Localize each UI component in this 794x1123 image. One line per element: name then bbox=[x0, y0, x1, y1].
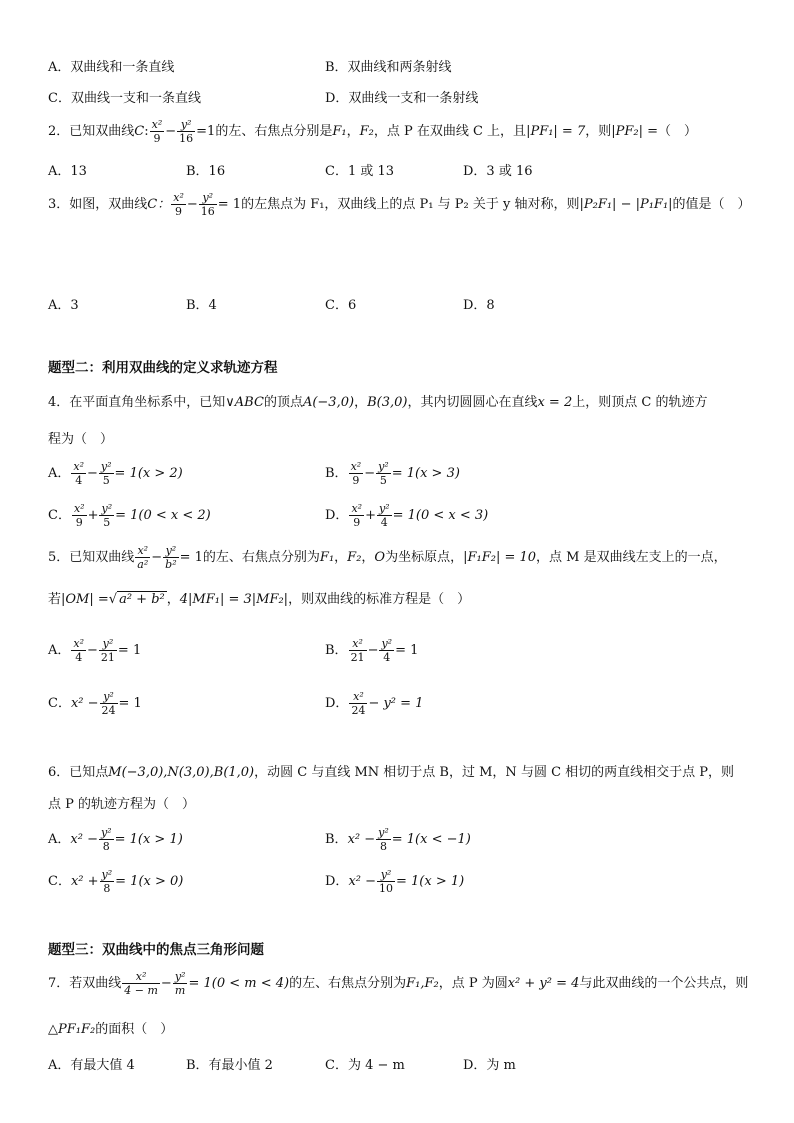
denominator: 24 bbox=[101, 704, 116, 717]
equation-tail: = 1(0 < m < 4) bbox=[188, 976, 290, 991]
denominator: 4 bbox=[75, 651, 83, 664]
question-2-stem bbox=[48, 118, 697, 146]
option-label: B． bbox=[325, 643, 348, 658]
fraction bbox=[99, 502, 114, 529]
question-4-stem bbox=[48, 392, 707, 414]
fraction bbox=[377, 868, 395, 895]
equation-tail: = 1(x > 3) bbox=[391, 466, 460, 481]
expression: x² − bbox=[70, 832, 98, 847]
operator: − bbox=[87, 643, 98, 658]
option-d: D．为 m bbox=[463, 1058, 516, 1073]
fraction bbox=[376, 826, 391, 853]
option-d: D．8 bbox=[463, 298, 495, 313]
fraction bbox=[199, 191, 217, 218]
numerator: x² bbox=[73, 637, 85, 650]
denominator: 9 bbox=[153, 132, 161, 145]
operator: − bbox=[160, 976, 172, 991]
denominator: 8 bbox=[103, 882, 111, 895]
option-c: C．6 bbox=[325, 298, 357, 313]
denominator: 9 bbox=[352, 474, 360, 487]
question-3-stem bbox=[48, 190, 751, 220]
equation-tail: = 1 bbox=[395, 643, 419, 658]
question-5-stem-cont bbox=[48, 588, 470, 612]
fraction bbox=[163, 544, 178, 571]
denominator: 4 − m bbox=[124, 984, 158, 997]
circle-equation: x² + y² = 4 bbox=[507, 976, 580, 991]
option-c: C．双曲线一支和一条直线 bbox=[48, 91, 201, 106]
question-5-stem bbox=[48, 542, 727, 574]
fraction bbox=[100, 690, 118, 717]
option-b: B．有最小值 2 bbox=[186, 1058, 273, 1073]
numerator: x² bbox=[351, 502, 363, 515]
foci: F₁,F₂ bbox=[406, 976, 439, 991]
question-7-stem bbox=[48, 968, 748, 1000]
operator: + bbox=[365, 508, 376, 523]
line-equation: x = 2 bbox=[537, 395, 573, 410]
denominator: 9 bbox=[175, 205, 183, 218]
fraction bbox=[135, 544, 150, 571]
stem-text: ，点 P 在双曲线 C 上，且 bbox=[373, 124, 527, 139]
origin: O bbox=[374, 550, 386, 565]
focus-f2: F₂ bbox=[359, 124, 374, 139]
denominator: 9 bbox=[75, 516, 83, 529]
stem-text: 5．已知双曲线 bbox=[48, 550, 135, 565]
question-7-stem-cont bbox=[48, 1018, 173, 1037]
fraction bbox=[376, 460, 391, 487]
stem-text: 为坐标原点， bbox=[385, 550, 464, 565]
triangle: △PF₁F₂ bbox=[48, 1022, 96, 1037]
fraction bbox=[171, 191, 186, 218]
denominator: 16 bbox=[179, 132, 194, 145]
numerator: y² bbox=[377, 868, 395, 882]
operator: − bbox=[87, 466, 98, 481]
om-length: |OM| = bbox=[61, 592, 109, 607]
fraction bbox=[99, 637, 117, 664]
option-a bbox=[48, 824, 183, 856]
numerator: y² bbox=[101, 868, 113, 881]
point-a: A(−3,0) bbox=[302, 395, 355, 410]
numerator: y² bbox=[100, 690, 118, 704]
equation-tail: = 1(0 < x < 2) bbox=[115, 508, 211, 523]
denominator: 21 bbox=[350, 651, 365, 664]
numerator: y² bbox=[378, 826, 389, 839]
operator: + bbox=[87, 508, 99, 523]
fraction bbox=[377, 502, 392, 529]
stem-text: 的面积（ ） bbox=[95, 1022, 174, 1037]
denominator: 4 bbox=[383, 651, 391, 664]
stem-text: ，则双曲线的标准方程是（ ） bbox=[288, 592, 471, 607]
option-a: A．双曲线和一条直线 bbox=[48, 60, 175, 75]
denominator: 9 bbox=[353, 516, 361, 529]
option-label: A． bbox=[48, 466, 71, 481]
stem-text: ，则 bbox=[585, 124, 612, 139]
points: M(−3,0),N(3,0),B(1,0) bbox=[108, 765, 255, 780]
expression: x² − bbox=[70, 696, 99, 711]
option-label: C． bbox=[48, 508, 71, 523]
denominator: m bbox=[174, 984, 186, 997]
stem-text: ，其内切圆圆心在直线 bbox=[407, 395, 538, 410]
stem-text: 的左、右焦点分别为 bbox=[202, 550, 320, 565]
option-c bbox=[48, 866, 183, 898]
stem-text: 与此双曲线的一个公共点，则 bbox=[579, 976, 749, 991]
focal-distance: |F₁F₂| = 10 bbox=[463, 550, 537, 565]
stem-text: ，动圆 C 与直线 MN 相切于点 B，过 M，N 与圆 C 相切的两直线相交于点 P，则 bbox=[254, 765, 735, 780]
equals: = 1 bbox=[179, 550, 203, 565]
equation-tail: = 1 bbox=[117, 643, 142, 658]
numerator: y² bbox=[100, 826, 112, 839]
operator: − bbox=[367, 643, 379, 658]
numerator: x² bbox=[122, 970, 160, 984]
stem-text: 的顶点 bbox=[263, 395, 303, 410]
stem-text: ，点 P 为圆 bbox=[438, 976, 508, 991]
denominator: 8 bbox=[102, 840, 110, 853]
stem-text: 的左、右焦点分别为 bbox=[289, 976, 407, 991]
equation-tail: = 1 bbox=[118, 696, 142, 711]
option-c bbox=[48, 500, 211, 532]
numerator: x² bbox=[349, 637, 367, 651]
fraction bbox=[173, 970, 188, 997]
equation-tail: = 1(0 < x < 3) bbox=[392, 508, 489, 523]
fraction bbox=[99, 460, 114, 487]
expression: |P₂F₁| − |P₁F₁| bbox=[579, 197, 673, 212]
stem-text: （ ） bbox=[658, 124, 698, 139]
denominator: b² bbox=[165, 558, 177, 571]
denominator: 8 bbox=[379, 840, 387, 853]
focus-f1: F₁ bbox=[332, 124, 347, 139]
fraction bbox=[349, 637, 367, 664]
denominator: 5 bbox=[379, 474, 387, 487]
fraction bbox=[150, 118, 165, 145]
option-c: C．为 4 − m bbox=[325, 1058, 405, 1073]
curve-name: C： bbox=[147, 197, 171, 212]
numerator: y² bbox=[381, 637, 393, 650]
stem-text: 的左、右焦点分别是 bbox=[215, 124, 333, 139]
focus-f1: F₁ bbox=[319, 550, 335, 565]
numerator: x² bbox=[151, 118, 163, 131]
fraction bbox=[72, 502, 87, 529]
fraction bbox=[379, 637, 394, 664]
fraction bbox=[71, 637, 86, 664]
option-label: D． bbox=[325, 508, 349, 523]
numerator: y² bbox=[174, 970, 186, 983]
equation-tail: = 1(x > 1) bbox=[396, 874, 465, 889]
numerator: y² bbox=[100, 460, 112, 473]
stem-text: 2．已知双曲线 bbox=[48, 124, 135, 139]
expression: x² − bbox=[347, 832, 376, 847]
equation-tail: − y² = 1 bbox=[368, 696, 424, 711]
operator: − bbox=[186, 197, 198, 212]
option-label: A． bbox=[48, 643, 71, 658]
option-a bbox=[48, 458, 183, 490]
fraction bbox=[177, 118, 195, 145]
numerator: y² bbox=[199, 191, 217, 205]
option-a: A．有最大值 4 bbox=[48, 1058, 135, 1073]
denominator: 10 bbox=[379, 882, 394, 895]
numerator: y² bbox=[99, 637, 117, 651]
denominator: a² bbox=[137, 558, 149, 571]
separator: ， bbox=[346, 124, 360, 139]
radicand: a² + b² bbox=[119, 592, 165, 607]
denominator: 5 bbox=[103, 516, 111, 529]
option-b bbox=[325, 824, 471, 856]
option-label: B． bbox=[325, 466, 348, 481]
option-d bbox=[325, 688, 423, 720]
option-label: D． bbox=[325, 874, 349, 889]
section-heading: 题型二：利用双曲线的定义求轨迹方程 bbox=[48, 360, 278, 376]
separator: ， bbox=[354, 395, 368, 410]
equation-tail: = 1(x < −1) bbox=[391, 832, 471, 847]
condition: |PF₂| = bbox=[611, 124, 659, 139]
curve-name: C bbox=[134, 124, 145, 139]
stem-text: 7．若双曲线 bbox=[48, 976, 122, 991]
numerator: y² bbox=[177, 118, 195, 132]
colon: : bbox=[144, 124, 149, 139]
option-label: B． bbox=[325, 832, 348, 847]
expression: x² − bbox=[348, 874, 377, 889]
fraction bbox=[99, 826, 114, 853]
numerator: x² bbox=[135, 544, 150, 558]
expression: x² + bbox=[70, 874, 99, 889]
numerator: x² bbox=[349, 690, 367, 704]
triangle: ∨ABC bbox=[225, 395, 264, 410]
separator: ， bbox=[334, 550, 348, 565]
stem-text: 3．如图，双曲线 bbox=[48, 197, 148, 212]
sqrt-sign: √ bbox=[108, 592, 118, 607]
stem-text: 6．已知点 bbox=[48, 765, 109, 780]
operator: − bbox=[165, 124, 177, 139]
option-label: C． bbox=[48, 696, 71, 711]
stem-text: 4．在平面直角坐标系中，已知 bbox=[48, 395, 226, 410]
option-label: C． bbox=[48, 874, 71, 889]
stem-text: ，点 M 是双曲线左支上的一点， bbox=[536, 550, 727, 565]
section-heading: 题型三：双曲线中的焦点三角形问题 bbox=[48, 942, 264, 958]
option-b: B．16 bbox=[186, 164, 226, 179]
equation-tail: = 1(x > 1) bbox=[114, 832, 183, 847]
fraction bbox=[349, 502, 364, 529]
numerator: x² bbox=[350, 460, 362, 473]
stem-text: 上，则顶点 C 的轨迹方 bbox=[572, 395, 708, 410]
stem-text: ， bbox=[361, 550, 375, 565]
ratio: 4|MF₁| = 3|MF₂| bbox=[179, 592, 289, 607]
option-b bbox=[325, 635, 418, 667]
numerator: x² bbox=[73, 460, 85, 473]
option-d: D．3 或 16 bbox=[463, 164, 533, 179]
question-6-stem-cont: 点 P 的轨迹方程为（ ） bbox=[48, 797, 196, 812]
option-c bbox=[48, 688, 142, 720]
operator: − bbox=[364, 466, 376, 481]
stem-text: 若 bbox=[48, 592, 62, 607]
equation-tail: = 1(x > 2) bbox=[114, 466, 183, 481]
equation-tail: = 1(x > 0) bbox=[115, 874, 184, 889]
stem-text: 的左焦点为 F₁，双曲线上的点 P₁ 与 P₂ 关于 y 轴对称，则 bbox=[241, 197, 580, 212]
point-b: B(3,0) bbox=[367, 395, 408, 410]
option-a: A．13 bbox=[48, 164, 87, 179]
denominator: 24 bbox=[351, 704, 366, 717]
denominator: 16 bbox=[200, 205, 215, 218]
option-b: B．双曲线和两条射线 bbox=[325, 60, 452, 75]
operator: − bbox=[151, 550, 163, 565]
numerator: y² bbox=[101, 502, 113, 515]
fraction bbox=[71, 460, 86, 487]
equals: =1 bbox=[196, 124, 216, 139]
numerator: y² bbox=[378, 460, 389, 473]
focus-f2: F₂ bbox=[347, 550, 362, 565]
option-d bbox=[325, 866, 464, 898]
denominator: 4 bbox=[380, 516, 388, 529]
option-a: A．3 bbox=[48, 298, 79, 313]
option-b: B．4 bbox=[186, 298, 217, 313]
option-b bbox=[325, 458, 460, 490]
denominator: 5 bbox=[102, 474, 110, 487]
stem-text: ， bbox=[166, 592, 180, 607]
question-6-stem bbox=[48, 762, 734, 784]
numerator: y² bbox=[163, 544, 178, 558]
option-d: D．双曲线一支和一条射线 bbox=[325, 91, 479, 106]
fraction bbox=[122, 970, 160, 997]
denominator: 21 bbox=[100, 651, 115, 664]
option-d bbox=[325, 500, 488, 532]
question-4-stem-cont: 程为（ ） bbox=[48, 432, 114, 447]
numerator: x² bbox=[73, 502, 85, 515]
fraction bbox=[349, 690, 367, 717]
option-label: A． bbox=[48, 832, 71, 847]
denominator: 4 bbox=[75, 474, 83, 487]
fraction bbox=[100, 868, 115, 895]
stem-text: 的值是（ ） bbox=[672, 197, 751, 212]
fraction bbox=[349, 460, 364, 487]
equals: = 1 bbox=[217, 197, 242, 212]
numerator: y² bbox=[378, 502, 390, 515]
option-label: D． bbox=[325, 696, 349, 711]
option-a bbox=[48, 635, 141, 667]
condition: |PF₁| = 7 bbox=[526, 124, 586, 139]
option-c: C．1 或 13 bbox=[325, 164, 395, 179]
numerator: x² bbox=[173, 191, 184, 204]
